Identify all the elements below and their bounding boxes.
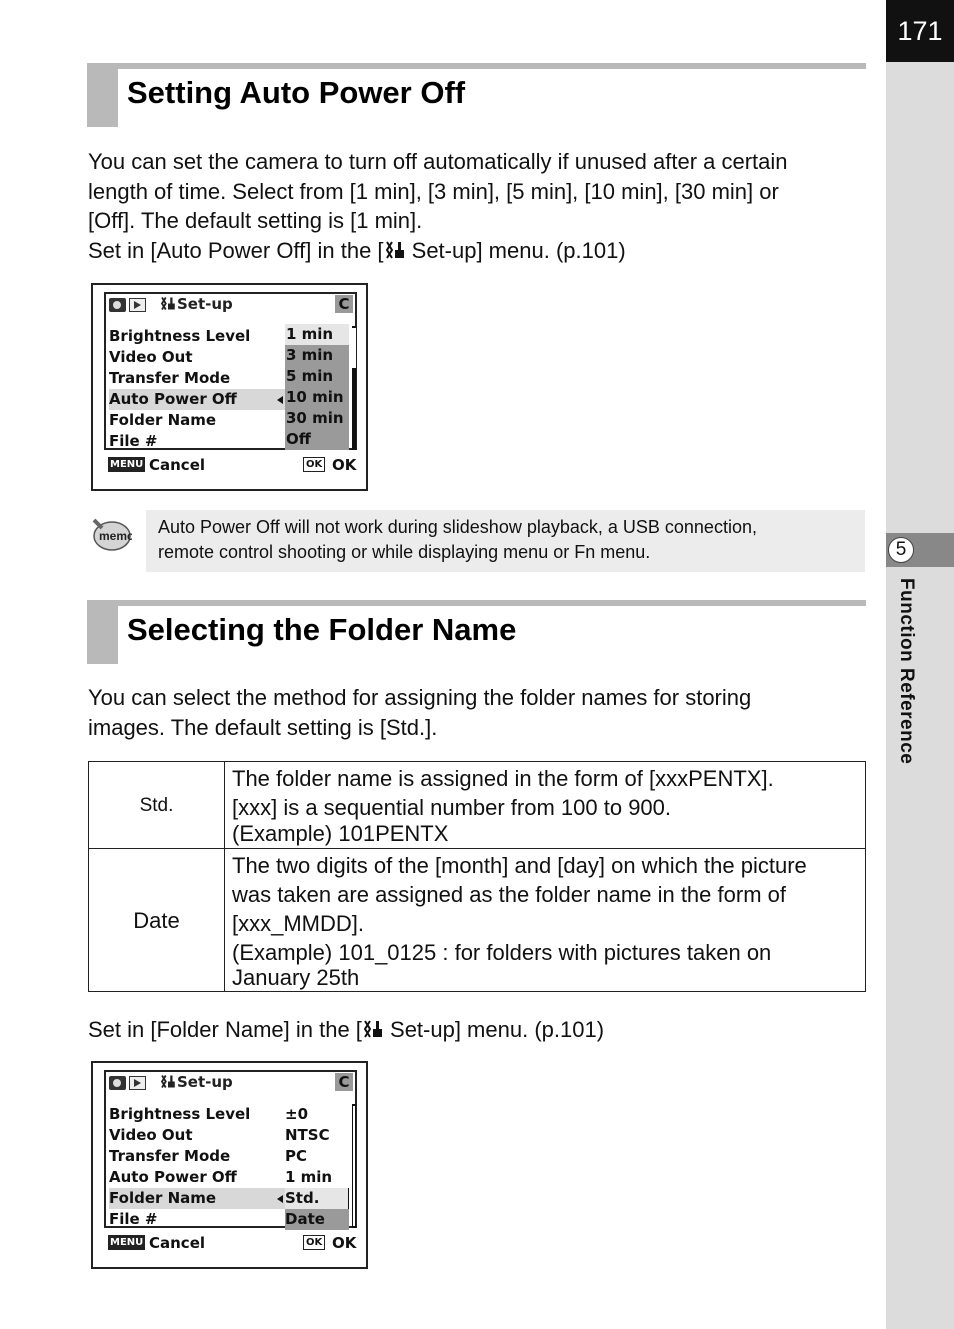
table-description — [225, 762, 866, 849]
ok-button-icon: OK — [303, 1235, 325, 1250]
menu-row-label: Brightness Level — [109, 1105, 251, 1123]
menu-row-file-number[interactable] — [109, 1209, 349, 1230]
menu-row-folder-name[interactable] — [109, 1188, 349, 1209]
option-item[interactable]: 3 min — [286, 346, 334, 364]
auto-power-off-options — [285, 324, 349, 450]
menu-row-auto-power-off[interactable] — [109, 1167, 349, 1188]
wrench-icon — [362, 1019, 384, 1039]
menu-button-icon: MENU — [110, 1237, 144, 1248]
set-in-text: Set in [Auto Power Off] in the [ — [88, 237, 384, 263]
camera-icon — [109, 1076, 126, 1090]
set-in-text: Set-up] menu. (p.101) — [383, 1017, 605, 1042]
menu-row-label: Brightness Level — [109, 327, 251, 345]
section1-paragraph — [88, 147, 863, 265]
setup-menu-title — [159, 1073, 233, 1091]
menu-panel — [104, 1070, 357, 1228]
description-line: The folder name is assigned in the form of [xxxPENTX]. — [232, 766, 774, 791]
cancel-label: Cancel — [149, 1234, 206, 1252]
camera-icon — [109, 298, 126, 312]
memo-line: Auto Power Off will not work during slideshow playback, a USB connection, — [158, 517, 757, 537]
set-in-text: Set in [Folder Name] in the [ — [88, 1017, 362, 1042]
menu-row-label: Video Out — [109, 1126, 193, 1144]
menu-row-value: PC — [285, 1147, 308, 1165]
menu-header — [106, 294, 355, 316]
menu-header — [106, 1072, 355, 1094]
paragraph-line: [Off]. The default setting is [1 min]. — [88, 208, 423, 233]
description-line: was taken are assigned as the folder name in the form of — [232, 882, 786, 907]
menu-row-value: NTSC — [285, 1126, 330, 1144]
menu-row-value: ±0 — [285, 1105, 309, 1123]
table-description — [225, 849, 866, 992]
table-row — [89, 762, 866, 849]
description-line: (Example) 101_0125 : for folders with pictures taken on — [232, 940, 772, 965]
left-arrow-icon — [277, 396, 283, 404]
memo-icon — [88, 514, 132, 554]
camera-menu-screen-auto-power-off — [91, 283, 368, 491]
menu-row-label: File # — [109, 1210, 158, 1228]
description-line: January 25th — [232, 965, 360, 990]
menu-panel — [104, 292, 357, 450]
custom-mode-icon: C — [335, 1073, 353, 1091]
folder-name-table — [88, 761, 866, 992]
menu-row-label: Transfer Mode — [109, 1147, 231, 1165]
option-item[interactable]: 1 min — [285, 324, 349, 345]
wrench-icon — [159, 1074, 177, 1089]
chapter-number: 5 — [888, 537, 914, 563]
table-row — [89, 849, 866, 992]
ok-label: OK — [332, 1234, 357, 1252]
section-heading-bar — [87, 600, 866, 606]
scrollbar-thumb[interactable] — [353, 1106, 355, 1226]
playback-icon — [129, 1076, 146, 1090]
menu-button-icon: MENU — [110, 459, 144, 470]
section-heading-bar — [87, 63, 866, 69]
page-number: 171 — [886, 0, 954, 62]
memo-note — [146, 510, 865, 572]
paragraph-line: length of time. Select from [1 min], [3 min], [5 min], [10 min], [30 min] or — [88, 178, 779, 204]
custom-mode-icon: C — [335, 295, 353, 313]
scrollbar[interactable] — [352, 326, 356, 450]
menu-row-label: Video Out — [109, 348, 193, 366]
menu-row-label: Folder Name — [109, 1189, 217, 1207]
section-heading-block — [87, 65, 118, 127]
menu-row-label: Auto Power Off — [109, 1168, 237, 1186]
left-arrow-icon — [277, 1195, 283, 1203]
menu-footer — [106, 1233, 358, 1255]
section-heading-block — [87, 602, 118, 664]
section-title-auto-power-off: Setting Auto Power Off — [127, 75, 466, 110]
paragraph-line: You can set the camera to turn off automatically if unused after a certain — [88, 149, 788, 174]
menu-row-video-out[interactable] — [109, 1125, 349, 1146]
section2-paragraph — [88, 683, 863, 742]
option-item[interactable]: 30 min — [286, 409, 344, 427]
menu-row-value: Std. — [285, 1188, 349, 1209]
description-line: [xxx_MMDD]. — [232, 911, 364, 936]
menu-row-label: Folder Name — [109, 411, 217, 429]
menu-row-label: Transfer Mode — [109, 369, 231, 387]
menu-title-text: Set-up — [177, 1073, 233, 1091]
set-in-instruction — [88, 236, 863, 266]
option-item[interactable]: Off — [286, 430, 311, 448]
description-line: The two digits of the [month] and [day] on which the picture — [232, 853, 807, 878]
paragraph-line: images. The default setting is [Std.]. — [88, 714, 438, 740]
scrollbar-thumb[interactable] — [352, 328, 356, 368]
menu-row-brightness-level[interactable] — [109, 1104, 349, 1125]
set-in-instruction — [88, 1015, 863, 1045]
menu-row-label: Auto Power Off — [109, 390, 237, 408]
section-title-folder-name: Selecting the Folder Name — [127, 612, 517, 647]
menu-list — [109, 1104, 349, 1230]
playback-icon — [129, 298, 146, 312]
table-key: Date — [89, 849, 225, 992]
memo-line: remote control shooting or while displaying menu or Fn menu. — [158, 542, 651, 562]
menu-row-transfer-mode[interactable] — [109, 1146, 349, 1167]
ok-button-icon: OK — [303, 457, 325, 472]
menu-footer — [106, 455, 358, 477]
description-line: (Example) 101PENTX — [232, 821, 449, 846]
option-item[interactable]: 5 min — [286, 367, 334, 385]
menu-row-value: Date — [285, 1209, 349, 1230]
menu-row-value: 1 min — [285, 1168, 333, 1186]
camera-menu-screen-folder-name — [91, 1061, 368, 1269]
menu-title-text: Set-up — [177, 295, 233, 313]
paragraph-line: You can select the method for assigning the folder names for storing — [88, 685, 752, 710]
menu-row-label: File # — [109, 432, 158, 450]
cancel-label: Cancel — [149, 456, 206, 474]
option-item[interactable]: 10 min — [286, 388, 344, 406]
table-key: Std. — [89, 762, 225, 849]
chapter-title: Function Reference — [896, 578, 917, 765]
wrench-icon — [384, 240, 406, 260]
setup-menu-title — [159, 295, 233, 313]
set-in-text: Set-up] menu. (p.101) — [405, 237, 626, 263]
scrollbar[interactable] — [352, 1104, 356, 1228]
ok-label: OK — [332, 456, 357, 474]
memo-icon-label: memo — [99, 529, 132, 543]
wrench-icon — [159, 296, 177, 311]
description-line: [xxx] is a sequential number from 100 to 900. — [232, 795, 672, 820]
